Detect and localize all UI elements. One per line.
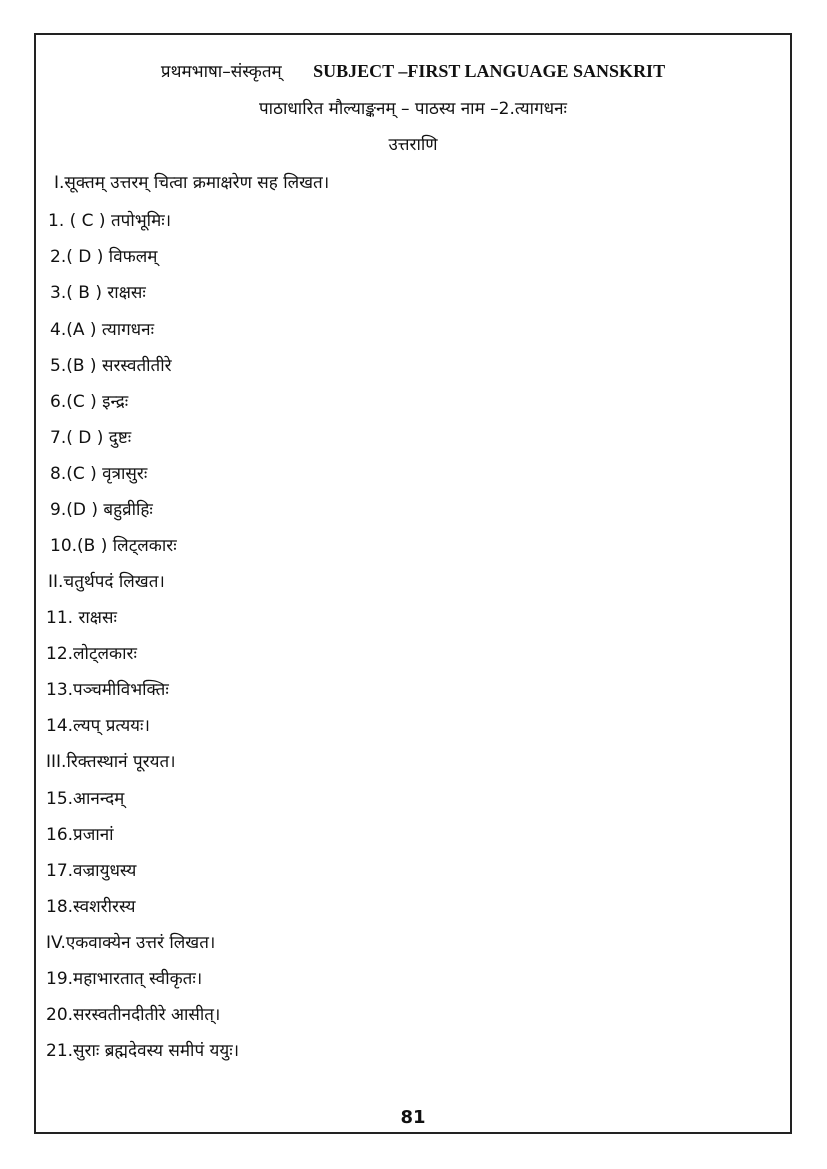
subject-heading	[36, 59, 790, 82]
answer-line: 13.पञ्चमीविभक्तिः	[46, 680, 169, 700]
section-heading: I.सूक्तम् उत्तरम् चित्वा क्रमाक्षरेण सह लिखत।	[54, 173, 330, 193]
answer-line: 1. ( C ) तपोभूमिः।	[48, 211, 172, 231]
page-number: 81	[400, 1107, 426, 1128]
subject-sanskrit: प्रथमभाषा–संस्कृतम्	[160, 62, 282, 82]
answer-line: 12.लोट्लकारः	[46, 644, 137, 664]
lesson-line: पाठाधारित मौल्याङ्कनम् – पाठस्य नाम –2.त्यागधनः	[259, 99, 567, 119]
answer-line: 19.महाभारतात् स्वीकृतः।	[46, 969, 203, 989]
answer-line: 8.(C ) वृत्रासुरः	[50, 464, 148, 484]
answer-line: 10.(B ) लिट्लकारः	[50, 536, 177, 556]
answer-line: 2.( D ) विफलम्	[50, 247, 158, 267]
answer-line: 6.(C ) इन्द्रः	[50, 392, 129, 412]
section-heading: II.चतुर्थपदं लिखत।	[48, 572, 165, 592]
answer-line: 4.(A ) त्यागधनः	[50, 320, 155, 340]
answer-line: 15.आनन्दम्	[46, 789, 125, 809]
answer-line: 11. राक्षसः	[46, 608, 117, 628]
answer-line: 21.सुराः ब्रह्मदेवस्य समीपं ययुः।	[46, 1041, 240, 1061]
answers-title: उत्तराणि	[388, 135, 438, 155]
subject-english: SUBJECT –FIRST LANGUAGE SANSKRIT	[313, 61, 666, 81]
answer-line: 17.वज्रायुधस्य	[46, 861, 137, 881]
answer-line: 20.सरस्वतीनदीतीरे आसीत्।	[46, 1005, 221, 1025]
answer-line: 18.स्वशरीरस्य	[46, 897, 136, 917]
answer-line: 16.प्रजानां	[46, 825, 114, 845]
page-frame	[34, 33, 792, 1134]
answer-line: 14.ल्यप् प्रत्ययः।	[46, 716, 150, 736]
answer-line: 3.( B ) राक्षसः	[50, 283, 146, 303]
answer-line: 9.(D ) बहुव्रीहिः	[50, 500, 153, 520]
answer-line: 7.( D ) दुष्टः	[50, 428, 132, 448]
section-heading: III.रिक्तस्थानं पूरयत।	[46, 752, 176, 772]
answer-line: 5.(B ) सरस्वतीतीरे	[50, 356, 172, 376]
section-heading: IV.एकवाक्येन उत्तरं लिखत।	[46, 933, 216, 953]
